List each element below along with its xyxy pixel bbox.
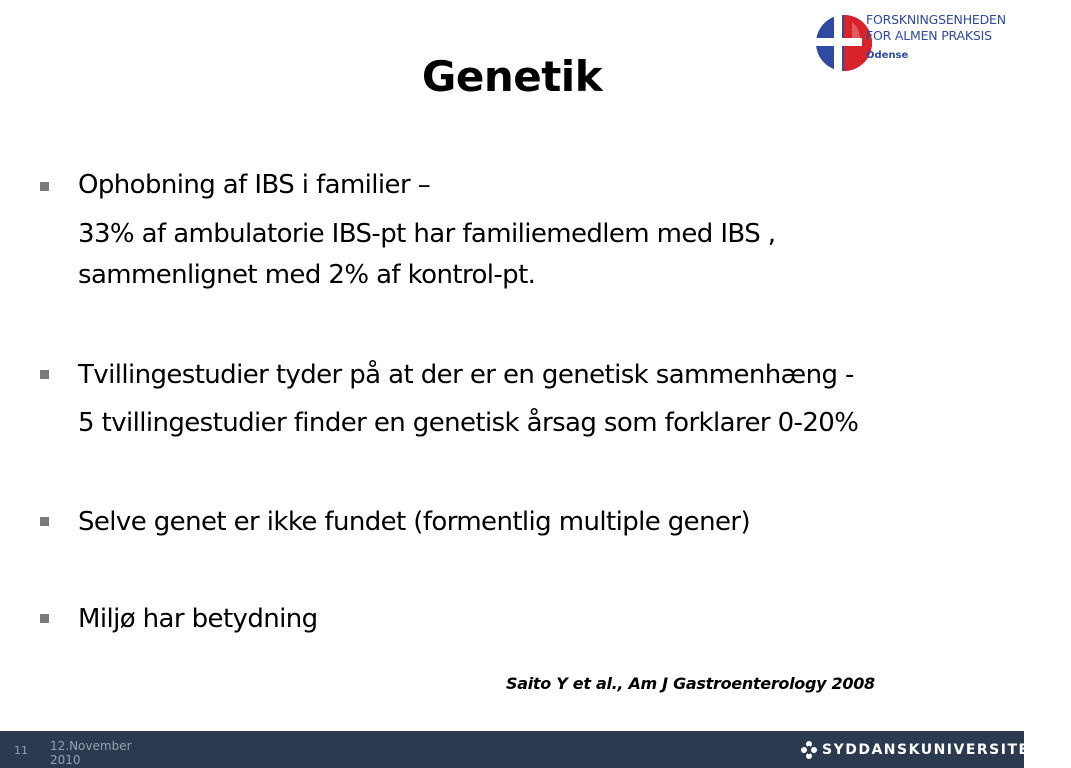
sdu-logo	[800, 740, 1071, 760]
footer-bar	[0, 731, 1071, 768]
bullet-text: 33% af ambulatorie IBS-pt har familiemedlem med IBS ,	[78, 219, 776, 249]
logo-line-1: FORSKNINGSENHEDEN	[866, 12, 1006, 27]
slide-title: Genetik	[421, 52, 603, 101]
logo-line-2: FOR ALMEN PRAKSIS	[866, 28, 992, 43]
bullet-text: Miljø har betydning	[78, 604, 318, 634]
bullet-text: 5 tvillingestudier finder en genetisk årsag som forklarer 0-20%	[78, 408, 859, 438]
sdu-wordmark: SYDDANSKUNIVERSITET.DK	[822, 742, 1071, 758]
citation: Saito Y et al., Am J Gastroenterology 2008	[506, 674, 875, 693]
bullet-marker	[40, 370, 49, 379]
bullet-marker	[40, 517, 49, 526]
bullet-text: Selve genet er ikke fundet (formentlig multiple gener)	[78, 507, 750, 537]
bullet-marker	[40, 182, 49, 191]
page-number: 11	[14, 744, 28, 757]
sdu-mark-icon	[800, 740, 818, 760]
bullet-text: Tvillingestudier tyder på at der er en genetisk sammenhæng -	[78, 360, 854, 390]
footer-date: 12.November 2010	[50, 739, 132, 767]
bullet-text: sammenlignet med 2% af kontrol-pt.	[78, 260, 536, 290]
logo-line-3: Odense	[866, 50, 909, 61]
bullet-text: Ophobning af IBS i familier –	[78, 170, 431, 200]
bullet-marker	[40, 614, 49, 623]
